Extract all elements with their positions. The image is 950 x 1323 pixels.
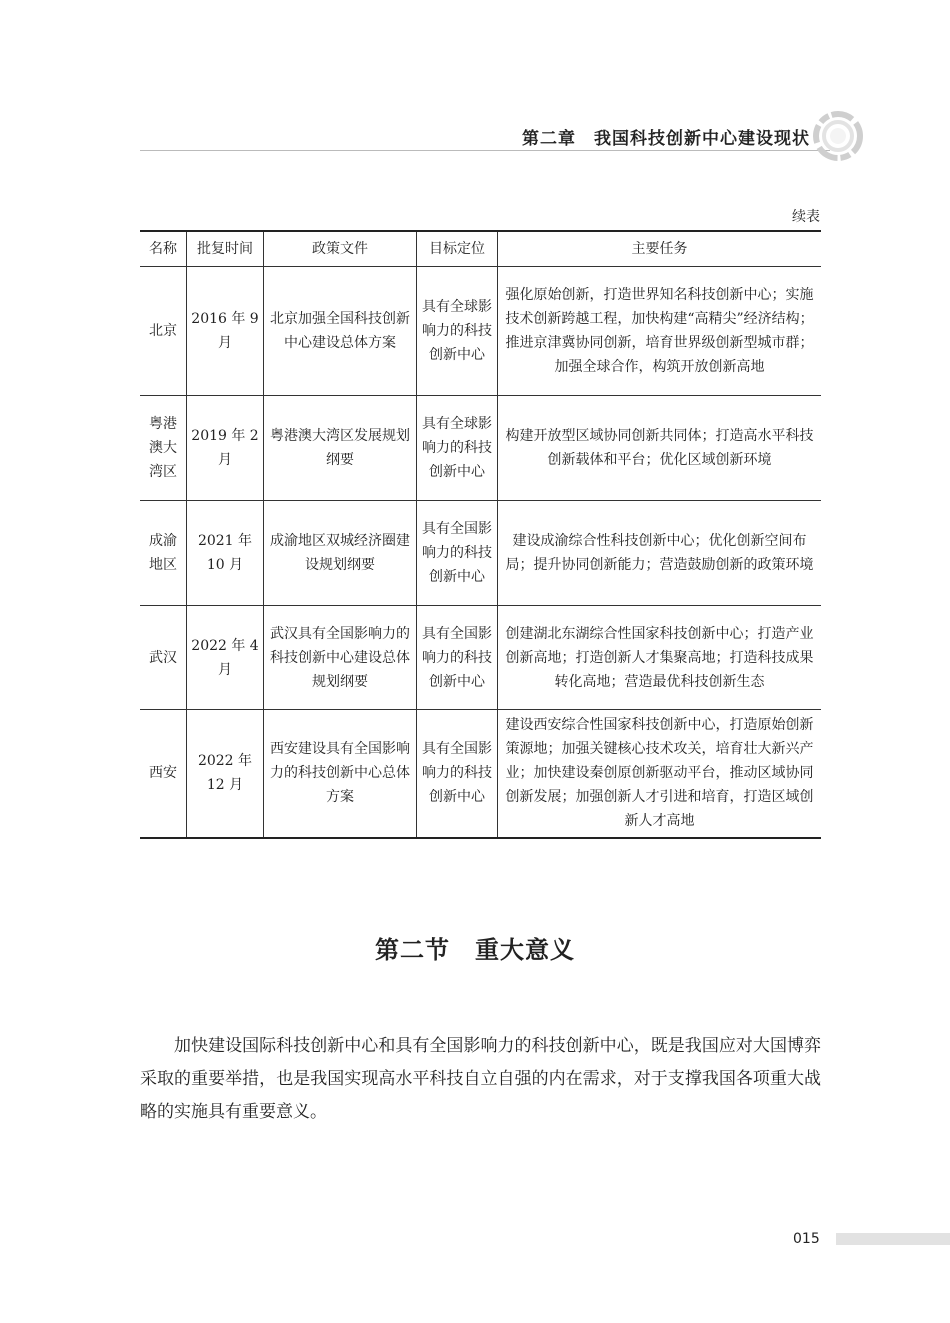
cell-date: 2022 年 4 月 <box>187 606 264 710</box>
table-header-row <box>140 231 821 267</box>
chapter-emblem-icon <box>812 110 864 162</box>
cell-name: 成渝地区 <box>140 501 187 606</box>
continued-label: 续表 <box>792 209 820 225</box>
chapter-title: 第二章 我国科技创新中心建设现状 <box>522 129 810 149</box>
policy-table <box>140 230 821 839</box>
table-row <box>140 396 821 501</box>
page-number-bar <box>836 1233 950 1245</box>
cell-document: 武汉具有全国影响力的科技创新中心建设总体规划纲要 <box>264 606 417 710</box>
cell-tasks: 构建开放型区域协同创新共同体；打造高水平科技创新载体和平台；优化区域创新环境 <box>498 396 822 501</box>
cell-document: 北京加强全国科技创新中心建设总体方案 <box>264 267 417 396</box>
cell-document: 西安建设具有全国影响力的科技创新中心总体方案 <box>264 710 417 838</box>
cell-date: 2016 年 9 月 <box>187 267 264 396</box>
cell-tasks: 强化原始创新，打造世界知名科技创新中心；实施技术创新跨越工程，加快构建“高精尖”经济结构；推进京津冀协同创新，培育世界级创新型城市群；加强全球合作，构筑开放创新高地 <box>498 267 822 396</box>
cell-goal: 具有全国影响力的科技创新中心 <box>417 501 498 606</box>
cell-goal: 具有全球影响力的科技创新中心 <box>417 396 498 501</box>
table-row <box>140 267 821 396</box>
cell-name: 粤港澳大湾区 <box>140 396 187 501</box>
cell-date: 2019 年 2 月 <box>187 396 264 501</box>
table-row <box>140 710 821 838</box>
cell-date: 2022 年 12 月 <box>187 710 264 838</box>
page-number: 015 <box>793 1231 820 1247</box>
cell-goal: 具有全国影响力的科技创新中心 <box>417 606 498 710</box>
cell-goal: 具有全球影响力的科技创新中心 <box>417 267 498 396</box>
body-paragraph: 加快建设国际科技创新中心和具有全国影响力的科技创新中心，既是我国应对大国博弈采取的重要举措，也是我国实现高水平科技自立自强的内在需求，对于支撑我国各项重大战略的实施具有重要意义。 <box>140 1036 821 1122</box>
header-divider <box>140 150 830 151</box>
column-header: 名称 <box>140 231 187 267</box>
cell-document: 粤港澳大湾区发展规划纲要 <box>264 396 417 501</box>
section-title: 第二节 重大意义 <box>375 936 575 964</box>
table-row <box>140 606 821 710</box>
cell-date: 2021 年 10 月 <box>187 501 264 606</box>
cell-tasks: 建设成渝综合性科技创新中心；优化创新空间布局；提升协同创新能力；营造鼓励创新的政策环境 <box>498 501 822 606</box>
table-row <box>140 501 821 606</box>
column-header: 批复时间 <box>187 231 264 267</box>
column-header: 主要任务 <box>498 231 822 267</box>
cell-goal: 具有全国影响力的科技创新中心 <box>417 710 498 838</box>
cell-name: 北京 <box>140 267 187 396</box>
column-header: 目标定位 <box>417 231 498 267</box>
cell-document: 成渝地区双城经济圈建设规划纲要 <box>264 501 417 606</box>
cell-name: 武汉 <box>140 606 187 710</box>
cell-tasks: 创建湖北东湖综合性国家科技创新中心；打造产业创新高地；打造创新人才集聚高地；打造科技成果转化高地；营造最优科技创新生态 <box>498 606 822 710</box>
cell-name: 西安 <box>140 710 187 838</box>
cell-tasks: 建设西安综合性国家科技创新中心，打造原始创新策源地；加强关键核心技术攻关，培育壮大新兴产业；加快建设秦创原创新驱动平台，推动区域协同创新发展；加强创新人才引进和培育，打造区域创新人才高地 <box>498 710 822 838</box>
column-header: 政策文件 <box>264 231 417 267</box>
